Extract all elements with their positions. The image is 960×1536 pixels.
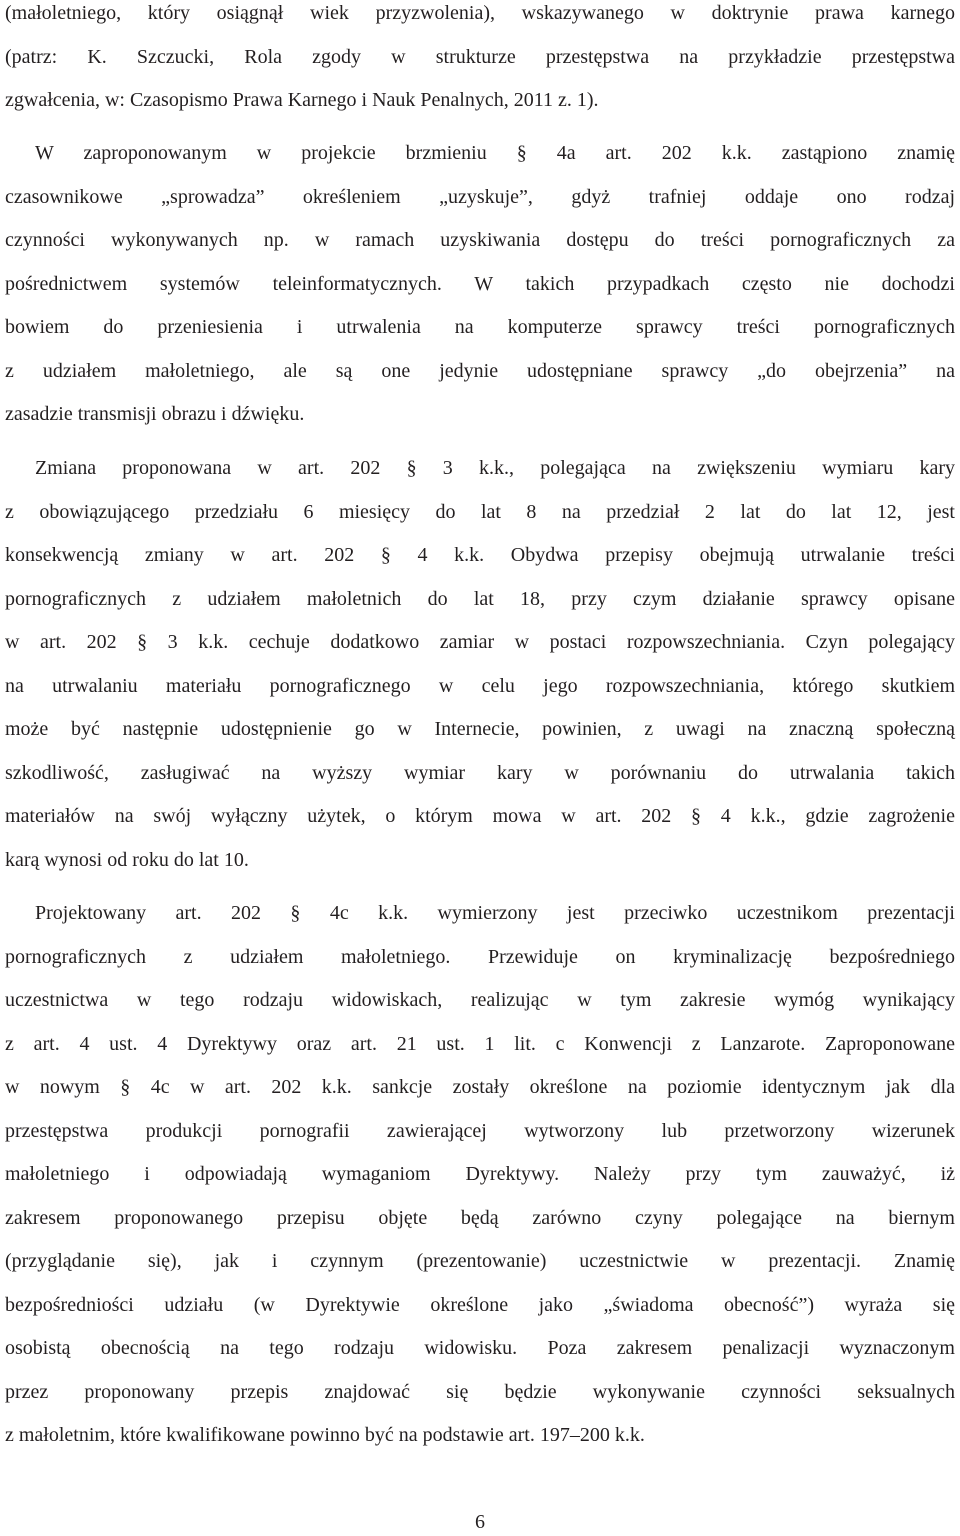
text-line: z małoletnim, które kwalifikowane powinno być na podstawie art. 197–200 k.k. [5,1424,645,1446]
text-line: z art. 4 ust. 4 Dyrektywy oraz art. 21 ust. 1 lit. c Konwencji z Lanzarote. Zaproponowane [5,1032,955,1055]
page-number: 6 [475,1511,485,1533]
text-line: uczestnictwa w tego rodzaju widowiskach, realizując w tym zakresie wymóg wynikający [5,989,955,1011]
text-line: z udziałem małoletniego, ale są one jedynie udostępniane sprawcy „do obejrzenia” na [5,359,955,382]
text-line: karą wynosi od roku do lat 10. [5,848,249,871]
text-line: Zmiana proponowana w art. 202 § 3 k.k., polegająca na zwiększeniu wymiaru kary [35,457,955,479]
text-line: Projektowany art. 202 § 4c k.k. wymierzony jest przeciwko uczestnikom prezentacji [35,902,955,924]
text-line: szkodliwość, zasługiwać na wyższy wymiar kary w porównaniu do utrwalania takich [5,761,955,784]
text-line: (małoletniego, który osiągnął wiek przyzwolenia), wskazywanego w doktrynie prawa karnego [5,2,955,24]
paragraph-1 [5,0,955,123]
text-line: pośrednictwem systemów teleinformatycznych. W takich przypadkach często nie dochodzi [5,272,955,295]
text-line: (przyglądanie się), jak i czynnym (prezentowanie) uczestnictwie w prezentacji. Znamię [5,1250,955,1272]
text-line: konsekwencją zmiany w art. 202 § 4 k.k. Obydwa przepisy obejmują utrwalanie treści [5,544,955,566]
paragraph-2 [5,132,955,437]
text-line: zasadzie transmisji obrazu i dźwięku. [5,403,305,425]
document-page [5,0,955,1536]
text-line: czasownikowe „sprowadza” określeniem „uzyskuje”, gdyż trafniej oddaje ono rodzaj [5,185,955,208]
text-line: bezpośredniości udziału (w Dyrektywie określone jako „świadoma obecność”) wyraża się [5,1293,955,1316]
paragraph-4 [5,892,955,1458]
text-line: na utrwalaniu materiału pornograficznego w celu jego rozpowszechniania, którego skutkiem [5,674,955,697]
text-line: pornograficznych z udziałem małoletnich do lat 18, przy czym działanie sprawcy opisane [5,587,955,610]
text-line: pornograficznych z udziałem małoletniego. Przewiduje on kryminalizację bezpośredniego [5,945,955,968]
text-line: zgwałcenia, w: Czasopismo Prawa Karnego i Nauk Penalnych, 2011 z. 1). [5,89,599,111]
text-line: zakresem proponowanego przepisu objęte będą zarówno czyny polegające na biernym [5,1206,955,1229]
paragraph-3 [5,447,955,882]
text-line: z obowiązującego przedziału 6 miesięcy do lat 8 na przedział 2 lat do lat 12, jest [5,500,955,523]
text-line: osobistą obecnością na tego rodzaju widowisku. Poza zakresem penalizacji wyznaczonym [5,1337,955,1359]
text-line: małoletniego i odpowiadają wymaganiom Dyrektywy. Należy przy tym zauważyć, iż [5,1163,955,1185]
text-line: W zaproponowanym w projekcie brzmieniu § 4a art. 202 k.k. zastąpiono znamię [35,142,955,164]
text-line: w art. 202 § 3 k.k. cechuje dodatkowo zamiar w postaci rozpowszechniania. Czyn polegający [5,631,955,653]
text-line: przez proponowany przepis znajdować się będzie wykonywanie czynności seksualnych [5,1380,955,1403]
text-line: może być następnie udostępnienie go w Internecie, powinien, z uwagi na znaczną społeczną [5,718,955,740]
text-line: czynności wykonywanych np. w ramach uzyskiwania dostępu do treści pornograficznych za [5,229,955,251]
text-line: w nowym § 4c w art. 202 k.k. sankcje zostały określone na poziomie identycznym jak dla [5,1076,955,1098]
text-line: materiałów na swój wyłączny użytek, o którym mowa w art. 202 § 4 k.k., gdzie zagrożenie [5,805,955,827]
text-line: bowiem do przeniesienia i utrwalenia na komputerze sprawcy treści pornograficznych [5,316,955,338]
text-line: przestępstwa produkcji pornografii zawierającej wytworzony lub przetworzony wizerunek [5,1119,955,1142]
text-line: (patrz: K. Szczucki, Rola zgody w strukturze przestępstwa na przykładzie przestępstwa [5,45,955,68]
